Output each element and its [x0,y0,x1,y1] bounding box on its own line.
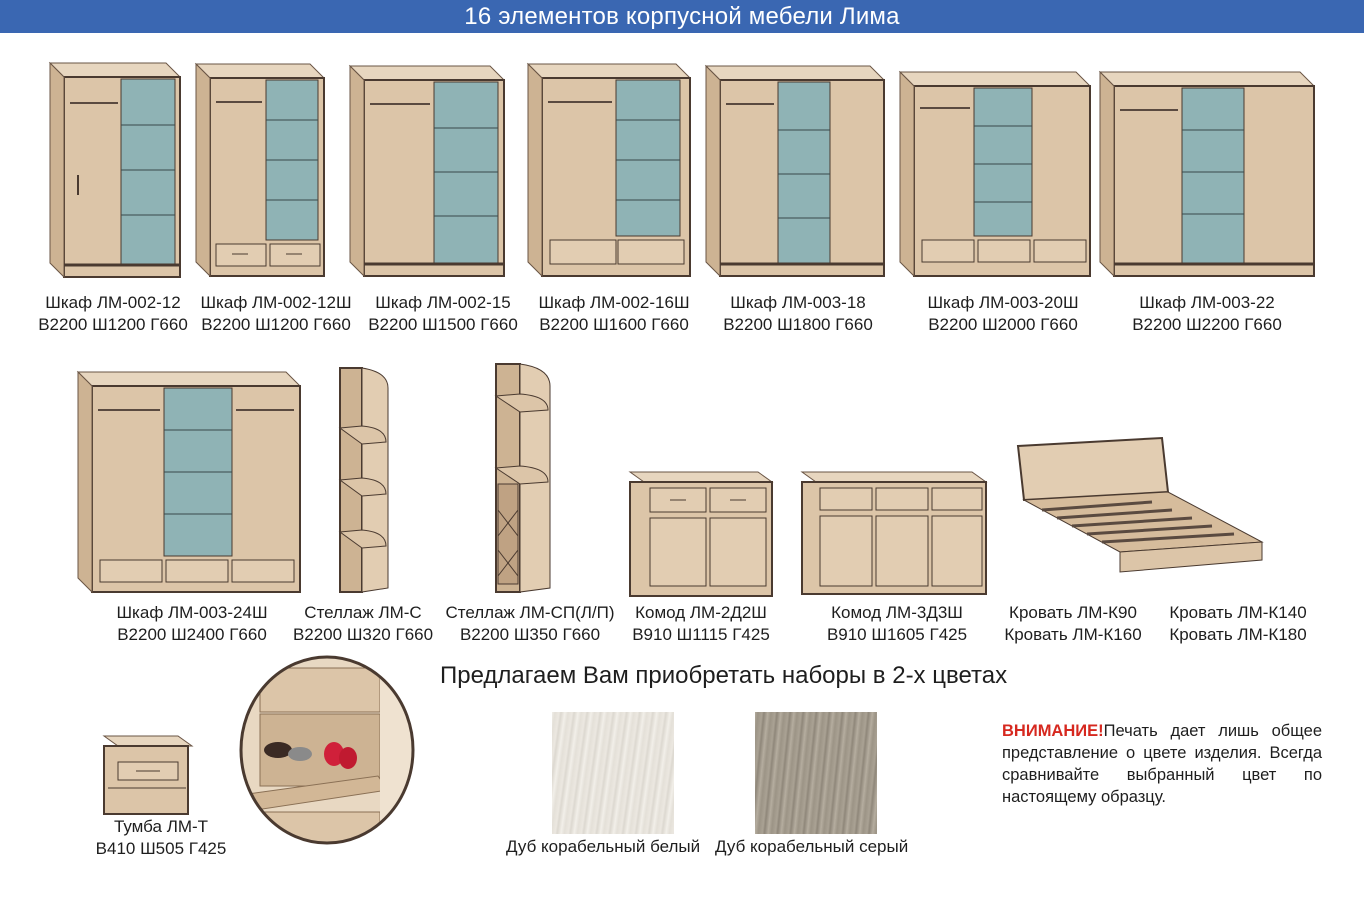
wardrobe-lm-003-18-image [704,60,886,280]
item-name: Стеллаж ЛМ-СП(Л/П) [445,603,615,622]
item-caption [192,292,360,336]
item-name: Шкаф ЛМ-003-18 [730,293,866,312]
item-dims: Кровать ЛМ-К160 [1004,625,1142,644]
item-caption [918,292,1088,336]
item-name: Шкаф ЛМ-002-16Ш [538,293,690,312]
shelf-lm-s-image [336,364,392,596]
dresser-lm-2d2sh-image [628,464,776,600]
item-caption [360,292,526,336]
item-caption [530,292,698,336]
item-dims: В2200 Ш2000 Г660 [928,315,1078,334]
wardrobe-lm-003-24sh-image [76,364,302,596]
wardrobe-lm-002-12-image [48,55,182,280]
item-name: Комод ЛМ-2Д2Ш [635,603,767,622]
page-title: 16 элементов корпусной мебели Лима [0,0,1364,33]
item-dims: В2200 Ш1800 Г660 [723,315,873,334]
item-name: Шкаф ЛМ-003-22 [1139,293,1275,312]
item-name: Шкаф ЛМ-003-20Ш [927,293,1079,312]
wardrobe-lm-002-16sh-image [526,58,692,280]
item-dims: В910 Ш1115 Г425 [632,625,770,644]
shelf-lm-sp-image [492,360,554,596]
item-caption [30,292,196,336]
item-caption [84,816,238,860]
item-dims: В2200 Ш320 Г660 [292,625,434,644]
item-dims: В910 Ш1605 Г425 [826,625,968,644]
item-dims: В2200 Ш1600 Г660 [539,315,689,334]
item-caption [440,602,620,646]
item-dims: В2200 Ш1200 Г660 [201,315,351,334]
item-name: Шкаф ЛМ-002-12Ш [200,293,352,312]
item-dims: Кровать ЛМ-К180 [1169,625,1307,644]
color-label-grey-oak: Дуб корабельный серый [715,837,909,856]
bed-lm-k-image [1012,430,1272,600]
item-caption [286,602,440,646]
item-caption [816,602,978,646]
item-dims: В2200 Ш1200 Г660 [38,315,188,334]
item-dims: В2200 Ш350 Г660 [459,625,601,644]
wardrobe-lm-002-15-image [348,60,506,280]
item-name: Кровать ЛМ-К140 [1169,603,1307,622]
item-caption [998,602,1148,646]
item-caption [1122,292,1292,336]
item-name: Комод ЛМ-3Д3Ш [831,603,963,622]
item-name: Стеллаж ЛМ-С [304,603,422,622]
item-name: Кровать ЛМ-К90 [1009,603,1137,622]
shoe-cabinet-detail-image [238,654,416,846]
item-caption [108,602,276,646]
wardrobe-lm-003-20sh-image [898,66,1092,280]
notice-text: Печать дает лишь общее представление о цвете изделия. Всегда сравнивайте выбранный цвет по настоящему образцу. [1002,722,1322,806]
color-swatch-grey-oak [755,712,877,834]
nightstand-lm-t-image [102,728,194,818]
item-dims: В410 Ш505 Г425 [95,839,227,858]
item-name: Шкаф ЛМ-002-15 [375,293,511,312]
color-swatch-white-oak [552,712,674,834]
dresser-lm-3d3sh-image [800,464,990,598]
item-name: Шкаф ЛМ-002-12 [45,293,181,312]
item-dims: В2200 Ш1500 Г660 [368,315,518,334]
item-dims: В2200 Ш2200 Г660 [1132,315,1282,334]
item-caption [714,292,882,336]
item-caption [624,602,778,646]
item-name: Тумба ЛМ-Т [113,817,209,836]
item-dims: В2200 Ш2400 Г660 [117,625,267,644]
wardrobe-lm-003-22-image [1098,66,1316,280]
color-notice [1002,720,1322,808]
item-caption [1162,602,1314,646]
offer-title: Предлагаем Вам приобретать наборы в 2-х цветах [440,662,1008,689]
wardrobe-lm-002-12sh-image [194,58,326,280]
color-label-white-oak: Дуб корабельный белый [506,837,701,856]
warning-label: ВНИМАНИЕ! [1002,722,1104,740]
item-name: Шкаф ЛМ-003-24Ш [116,603,268,622]
